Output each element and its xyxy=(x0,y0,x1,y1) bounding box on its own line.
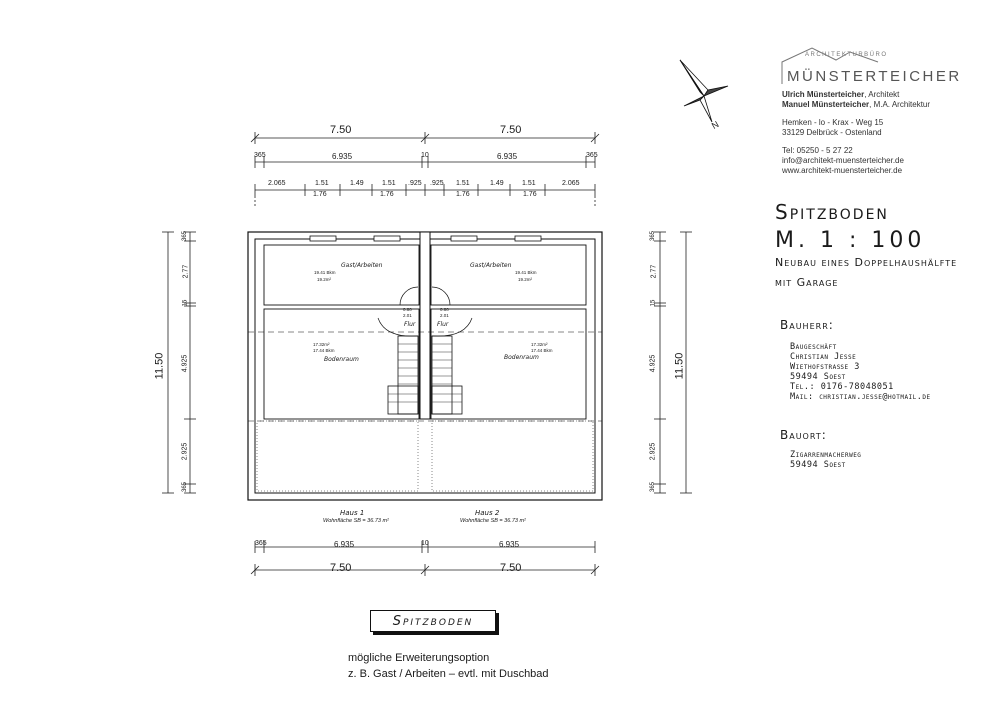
room-label-gast-left: Gast/Arbeiten xyxy=(341,262,383,269)
dim-top-detail: 2.065 xyxy=(562,180,580,187)
office-street: Hemken - lo - Krax - Weg 15 xyxy=(782,118,884,127)
project-subtitle-1: Neubau eines Doppelhaushälfte xyxy=(775,256,958,269)
flur-area-left: 0.80 xyxy=(403,307,412,312)
office-city: 33129 Delbrück - Ostenland xyxy=(782,128,882,137)
room-area-boden-left: 17.32m² xyxy=(313,342,330,347)
project-subtitle-2: mit Garage xyxy=(775,276,839,289)
dim-top-detail: 1.51 xyxy=(456,180,470,187)
room-label-flur-left: Flur xyxy=(404,321,416,328)
flur-area-right-2: 2.01 xyxy=(440,313,449,318)
room-area-gast-left: 19.41 Bkm xyxy=(314,270,336,275)
flur-area-right: 0.80 xyxy=(440,307,449,312)
room-area-gast-right: 19.41 Bkm xyxy=(515,270,537,275)
client-address xyxy=(790,342,931,402)
dim-left-part: 2.77 xyxy=(182,264,190,279)
dim-top-detail-sub: 1.76 xyxy=(313,191,327,198)
dim-top-total-left: 7.50 xyxy=(330,124,352,136)
dim-top-detail: 1.49 xyxy=(350,180,364,187)
client-line: Christian Jesse xyxy=(790,352,857,362)
dim-left-part: 15 xyxy=(182,299,189,307)
client-heading: Bauherr: xyxy=(780,318,834,332)
dim-top-detail-sub: 1.76 xyxy=(523,191,537,198)
dim-left-part: 4.925 xyxy=(181,354,189,373)
room-label-boden-left: Bodenraum xyxy=(324,356,359,363)
client-line: Mail: christian.jesse@hotmail.de xyxy=(790,392,931,402)
dim-right-total: 11.50 xyxy=(673,352,686,380)
dim-top-mid: 365 xyxy=(586,152,598,159)
office-web: www.architekt-muensterteicher.de xyxy=(782,166,903,175)
room-area-boden-right: 17.32m² xyxy=(531,342,548,347)
dim-left-total: 11.50 xyxy=(153,352,166,380)
drawing-stamp xyxy=(370,610,496,632)
room-area-gast-left-2: 19.2m² xyxy=(317,277,332,282)
office-logo-name: MÜNSTERTEICHER xyxy=(787,68,962,85)
dim-right-part: 2.925 xyxy=(649,442,657,461)
client-line: Tel.: 0176-78048051 xyxy=(790,382,894,392)
dim-top-detail: 1.51 xyxy=(522,180,536,187)
dim-bottom-mid: 6.935 xyxy=(334,540,355,549)
dim-top-detail: 1.51 xyxy=(382,180,396,187)
person1-name: Ulrich Münsterteicher xyxy=(782,90,865,99)
person2-role: , M.A. Architektur xyxy=(869,100,931,109)
note-line-1: mögliche Erweiterungsoption xyxy=(348,652,490,664)
dim-right-part: 15 xyxy=(650,299,657,307)
office-email: info@architekt-muensterteicher.de xyxy=(782,156,904,165)
house-2-area: Wohnfläche SB = 36.73 m² xyxy=(460,518,526,524)
dim-bottom-mid: 6.935 xyxy=(499,540,520,549)
client-line: Baugeschäft xyxy=(790,342,837,352)
site-line: 59494 Soest xyxy=(790,460,846,470)
room-area-boden-left-2: 17.44 Bkm xyxy=(313,348,335,353)
office-person-2 xyxy=(782,100,930,110)
dim-top-mid: 6.935 xyxy=(332,152,353,161)
dim-top-detail: 1.51 xyxy=(315,180,329,187)
room-label-flur-right: Flur xyxy=(437,321,449,328)
house-2-label: Haus 2 xyxy=(475,509,500,517)
dim-top-mid: 365 xyxy=(254,152,266,159)
drawing-scale: M. 1 : 100 xyxy=(775,228,926,253)
dim-top-detail: 2.065 xyxy=(268,180,286,187)
dim-top-total-right: 7.50 xyxy=(500,124,522,136)
dim-right-part: 4.925 xyxy=(649,354,657,373)
dim-left-part: 365 xyxy=(182,230,189,242)
stamp-text: Spitzboden xyxy=(392,613,474,629)
dim-top-detail-sub: 1.76 xyxy=(380,191,394,198)
office-logo-top: ARCHITEKTURBÜRO xyxy=(805,52,888,58)
office-person-1 xyxy=(782,90,899,100)
site-address xyxy=(790,450,861,470)
north-arrow-icon xyxy=(676,56,732,134)
flur-area-left-2: 2.01 xyxy=(403,313,412,318)
dim-top-mid: 10 xyxy=(421,152,429,159)
north-label: N xyxy=(709,119,721,131)
room-area-gast-right-2: 19.2m² xyxy=(518,277,533,282)
person1-role: , Architekt xyxy=(864,90,900,99)
dim-top-detail: .925 xyxy=(430,180,444,187)
room-area-boden-right-2: 17.44 Bkm xyxy=(531,348,553,353)
dim-bottom-total: 7.50 xyxy=(500,562,522,574)
site-line: Zigarrenmacherweg xyxy=(790,450,862,460)
office-phone: Tel: 05250 - 5 27 22 xyxy=(782,146,853,155)
client-line: Wiethofstraße 3 xyxy=(790,362,860,372)
house-1-label: Haus 1 xyxy=(340,509,365,517)
dim-top-detail: .925 xyxy=(408,180,422,187)
person2-name: Manuel Münsterteicher xyxy=(782,100,870,109)
dim-left-part: 365 xyxy=(182,481,189,493)
room-label-gast-right: Gast/Arbeiten xyxy=(470,262,512,269)
dim-top-detail: 1.49 xyxy=(490,180,504,187)
dim-right-part: 2.77 xyxy=(650,264,658,279)
note-line-2: z. B. Gast / Arbeiten – evtl. mit Duschbad xyxy=(348,668,549,680)
dim-bottom-mid: 365 xyxy=(255,540,267,547)
room-label-boden-right: Bodenraum xyxy=(504,354,539,361)
dim-left-part: 2.925 xyxy=(181,442,189,461)
dim-bottom-total: 7.50 xyxy=(330,562,352,574)
client-line: 59494 Soest xyxy=(790,372,846,382)
dim-top-detail-sub: 1.76 xyxy=(456,191,470,198)
dim-bottom-mid: 10 xyxy=(421,540,429,547)
site-heading: Bauort: xyxy=(780,428,827,442)
dim-top-mid: 6.935 xyxy=(497,152,518,161)
house-1-area: Wohnfläche SB = 36.73 m² xyxy=(323,518,389,524)
drawing-title: Spitzboden xyxy=(775,200,889,224)
dim-right-part: 365 xyxy=(650,481,657,493)
dim-right-part: 365 xyxy=(650,230,657,242)
